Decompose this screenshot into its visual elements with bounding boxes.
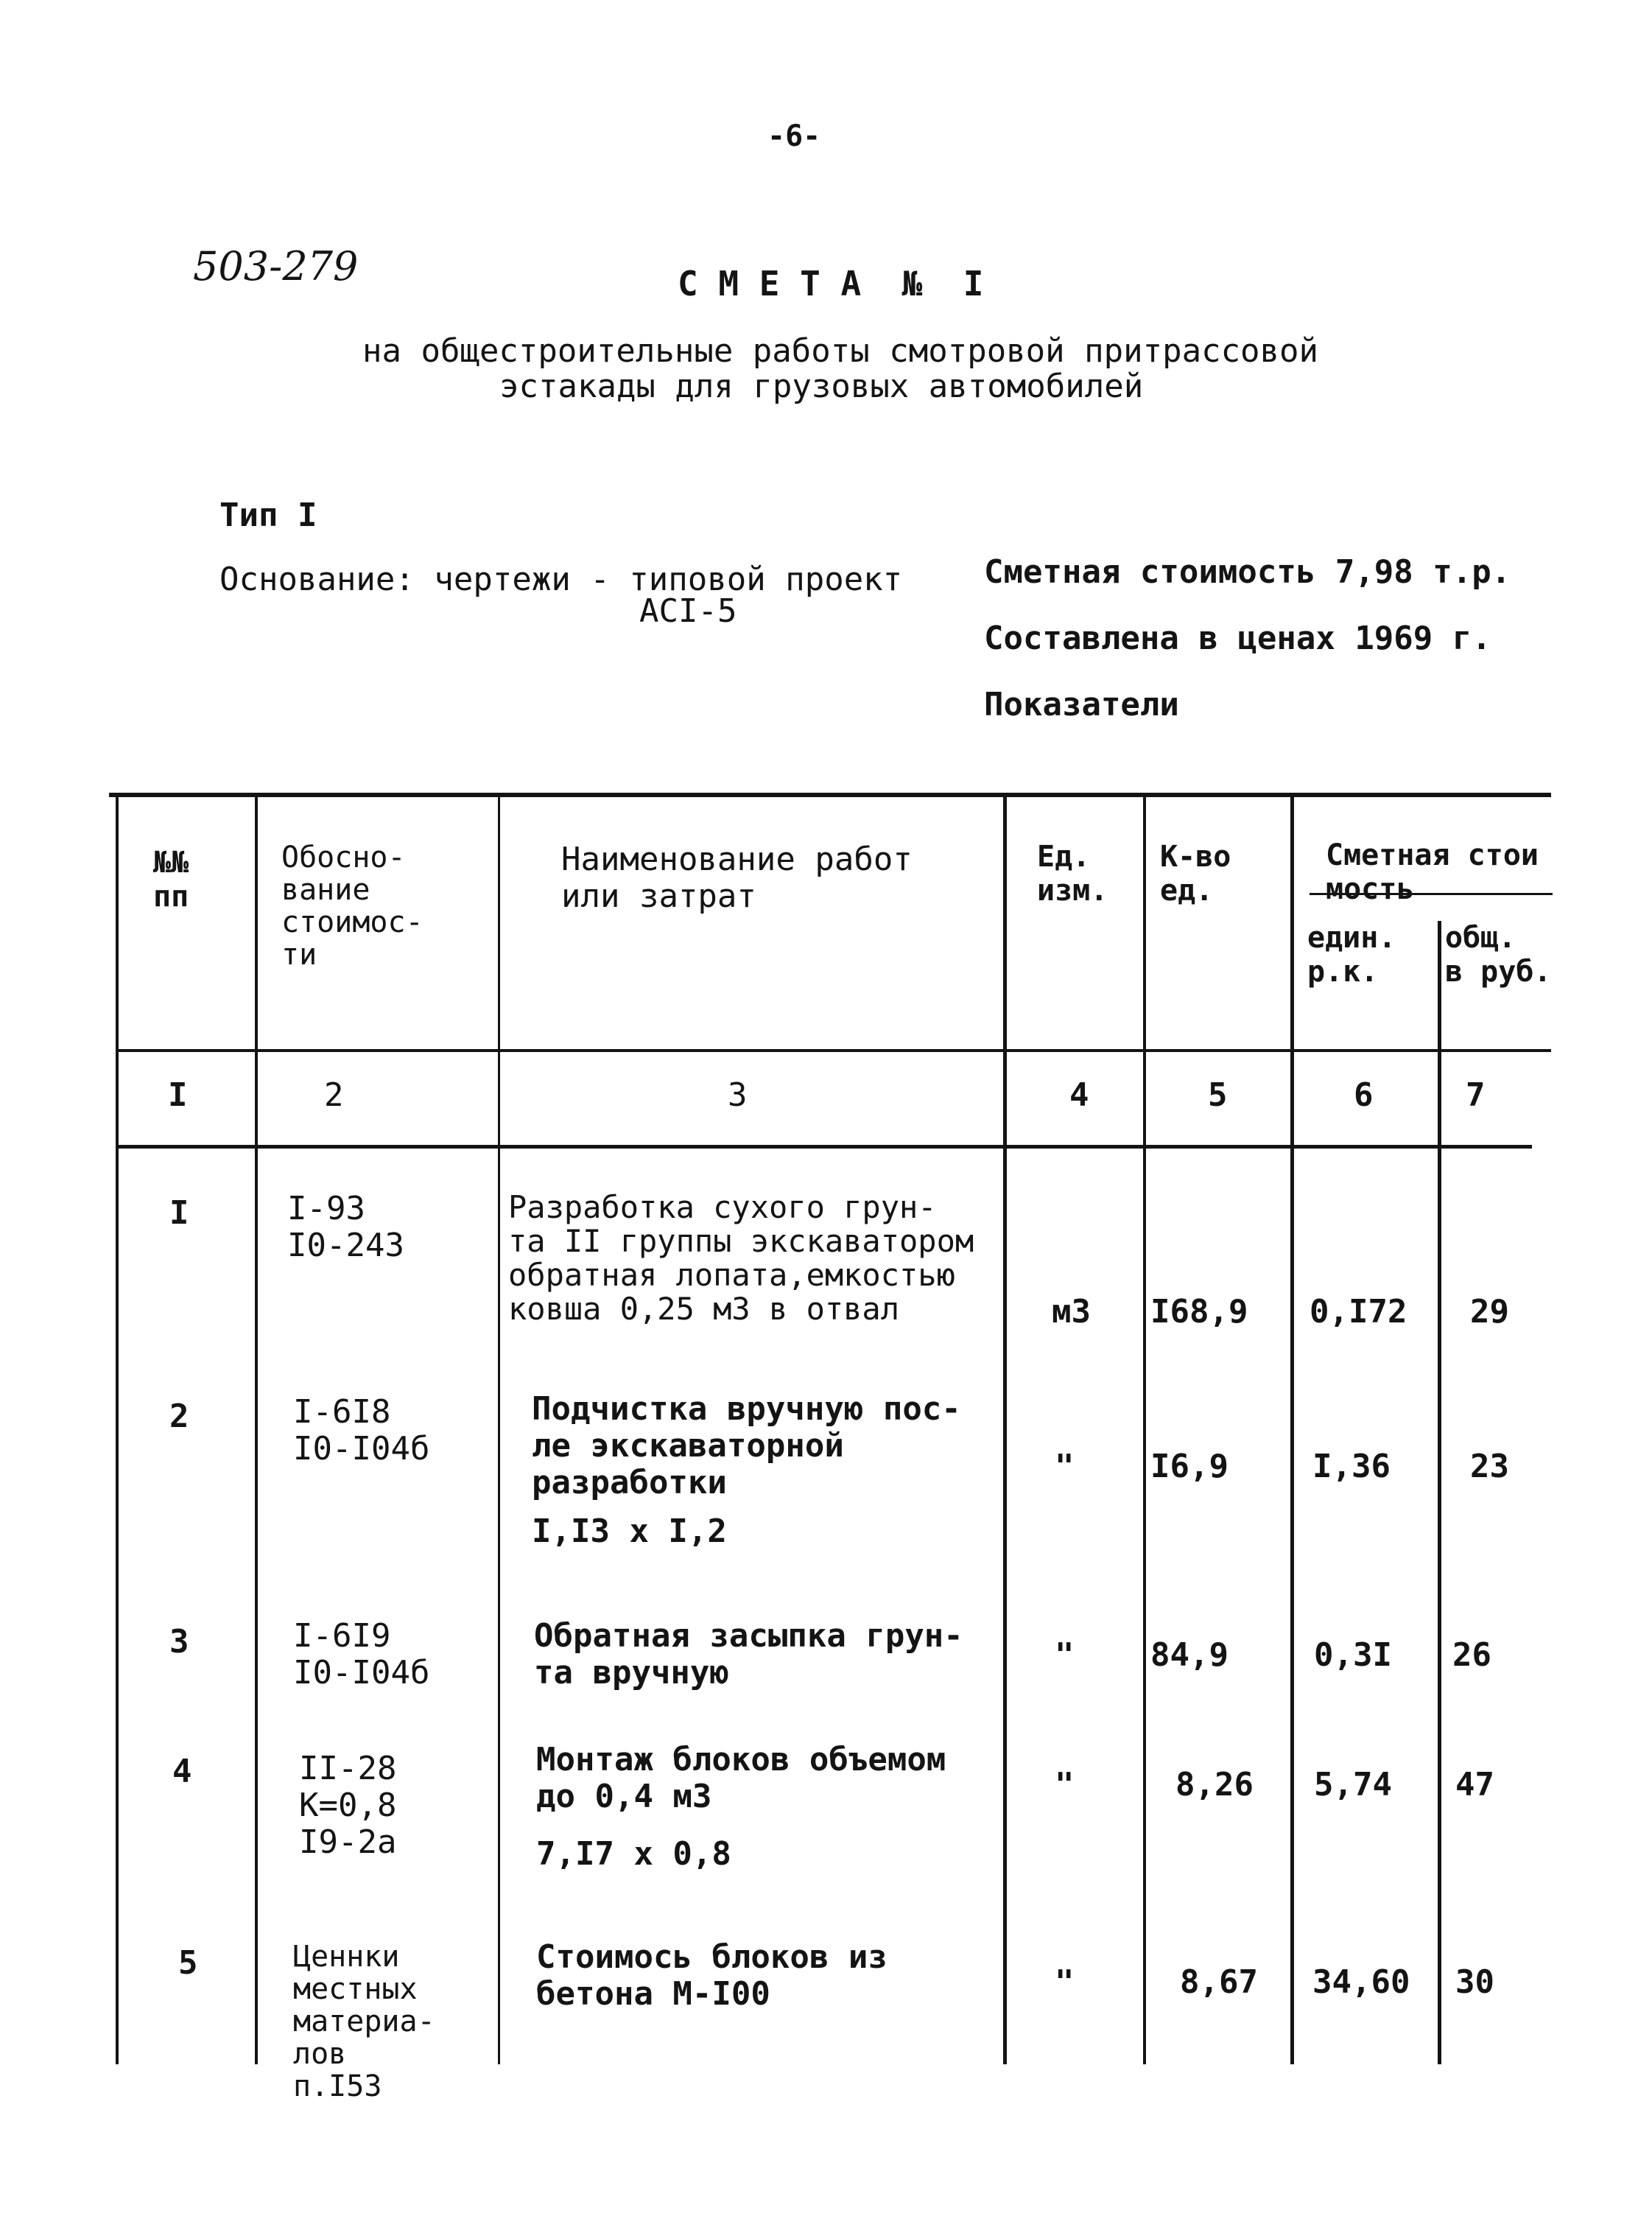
row-qty: 84,9 (1150, 1636, 1229, 1674)
row-basis: II-28 К=0,8 I9-2а (299, 1750, 397, 1861)
basis-line-2: АСI-5 (639, 592, 737, 630)
compiled-prices: Составлена в ценах 1969 г. (984, 620, 1491, 657)
page-number: -6- (767, 119, 821, 153)
indicators-label: Показатели (984, 686, 1179, 723)
header-qty: К-во ед. (1160, 840, 1231, 908)
row-name: Разработка сухого грун- та II группы экскаватором обратная лопата,емкостью ковша 0,25 м3 в отвал (508, 1189, 974, 1327)
row-basis: I-6I8 I0-I04б (293, 1393, 430, 1468)
column-number: 6 (1354, 1076, 1374, 1114)
row-unit: " (1055, 1636, 1075, 1674)
header-rule (118, 1049, 1551, 1052)
col-line-1 (255, 797, 258, 2064)
row-unit-cost: 5,74 (1314, 1766, 1392, 1803)
header-total-cost: общ. в руб. (1445, 921, 1552, 989)
subtitle-line-1: на общестроительные работы смотровой притрассовой (362, 332, 1319, 370)
header-cost-group: Сметная стои мость (1326, 838, 1539, 906)
row-basis: I-6I9 I0-I04б (293, 1617, 430, 1692)
column-number: 7 (1466, 1076, 1486, 1114)
table-top-rule (109, 793, 1551, 797)
column-number: I (168, 1076, 188, 1114)
basis-line-1: Основание: чертежи - типовой проект (219, 561, 903, 598)
row-qty: 8,67 (1180, 1963, 1258, 2001)
row-num: 5 (178, 1944, 198, 1982)
row-qty: I6,9 (1150, 1448, 1229, 1485)
row-name: Обратная засыпка грун- та вручную (534, 1617, 963, 1692)
header-unit-cost: един. р.к. (1307, 921, 1396, 989)
row-basis: Ценнки местных материа- лов п.I53 (293, 1940, 435, 2103)
subtitle-line-2: эстакады для грузовых автомобилей (499, 368, 1144, 405)
header-basis: Обосно- вание стоимос- ти (281, 841, 423, 972)
row-note: I,I3 x I,2 (532, 1512, 727, 1550)
type-label: Тип I (219, 497, 317, 534)
col-line-4 (1143, 797, 1146, 2064)
row-num: I (169, 1194, 189, 1232)
col-line-2 (498, 797, 500, 2064)
header-num: №№ пп (153, 846, 189, 914)
row-unit: " (1055, 1448, 1075, 1485)
row-unit-cost: 0,I72 (1310, 1293, 1407, 1331)
row-num: 3 (169, 1623, 189, 1661)
row-qty: 8,26 (1175, 1766, 1254, 1803)
column-number: 4 (1069, 1076, 1089, 1114)
row-name: Монтаж блоков объемом до 0,4 м3 (536, 1741, 946, 1815)
document-title: С М Е Т А № I (678, 264, 984, 304)
row-name: Стоимоcь блоков из бетона М-I00 (536, 1938, 887, 2013)
column-number: 2 (324, 1076, 344, 1114)
header-name: Наименование работ или затрат (561, 841, 913, 915)
row-unit: м3 (1052, 1293, 1091, 1331)
row-unit: " (1055, 1766, 1075, 1803)
header-unit: Ед. изм. (1037, 840, 1108, 908)
col-line-5 (1290, 797, 1294, 2064)
col-line-0 (116, 797, 119, 2064)
row-total: 26 (1452, 1636, 1491, 1674)
row-basis: I-93 I0-243 (287, 1190, 404, 1264)
row-qty: I68,9 (1150, 1293, 1248, 1331)
row-total: 47 (1455, 1766, 1494, 1803)
row-unit-cost: 34,60 (1312, 1963, 1410, 2001)
row-total: 30 (1455, 1963, 1494, 2001)
row-num: 2 (169, 1398, 189, 1435)
col-line-6 (1438, 921, 1441, 2064)
row-total: 29 (1470, 1293, 1509, 1331)
estimated-cost: Сметная стоимость 7,98 т.р. (984, 553, 1511, 591)
column-number: 3 (728, 1076, 748, 1114)
row-num: 4 (172, 1753, 192, 1790)
row-unit: " (1055, 1963, 1075, 2001)
row-unit-cost: 0,3I (1314, 1636, 1392, 1674)
row-name: Подчистка вручную пос- ле экскаваторной разработки (532, 1390, 961, 1501)
row-unit-cost: I,36 (1312, 1448, 1391, 1485)
column-number: 5 (1208, 1076, 1228, 1114)
document-code: 503-279 (193, 243, 359, 290)
column-number-rule (118, 1145, 1532, 1149)
col-line-3 (1003, 797, 1007, 2064)
row-note: 7,I7 x 0,8 (536, 1835, 731, 1873)
row-total: 23 (1470, 1448, 1509, 1485)
